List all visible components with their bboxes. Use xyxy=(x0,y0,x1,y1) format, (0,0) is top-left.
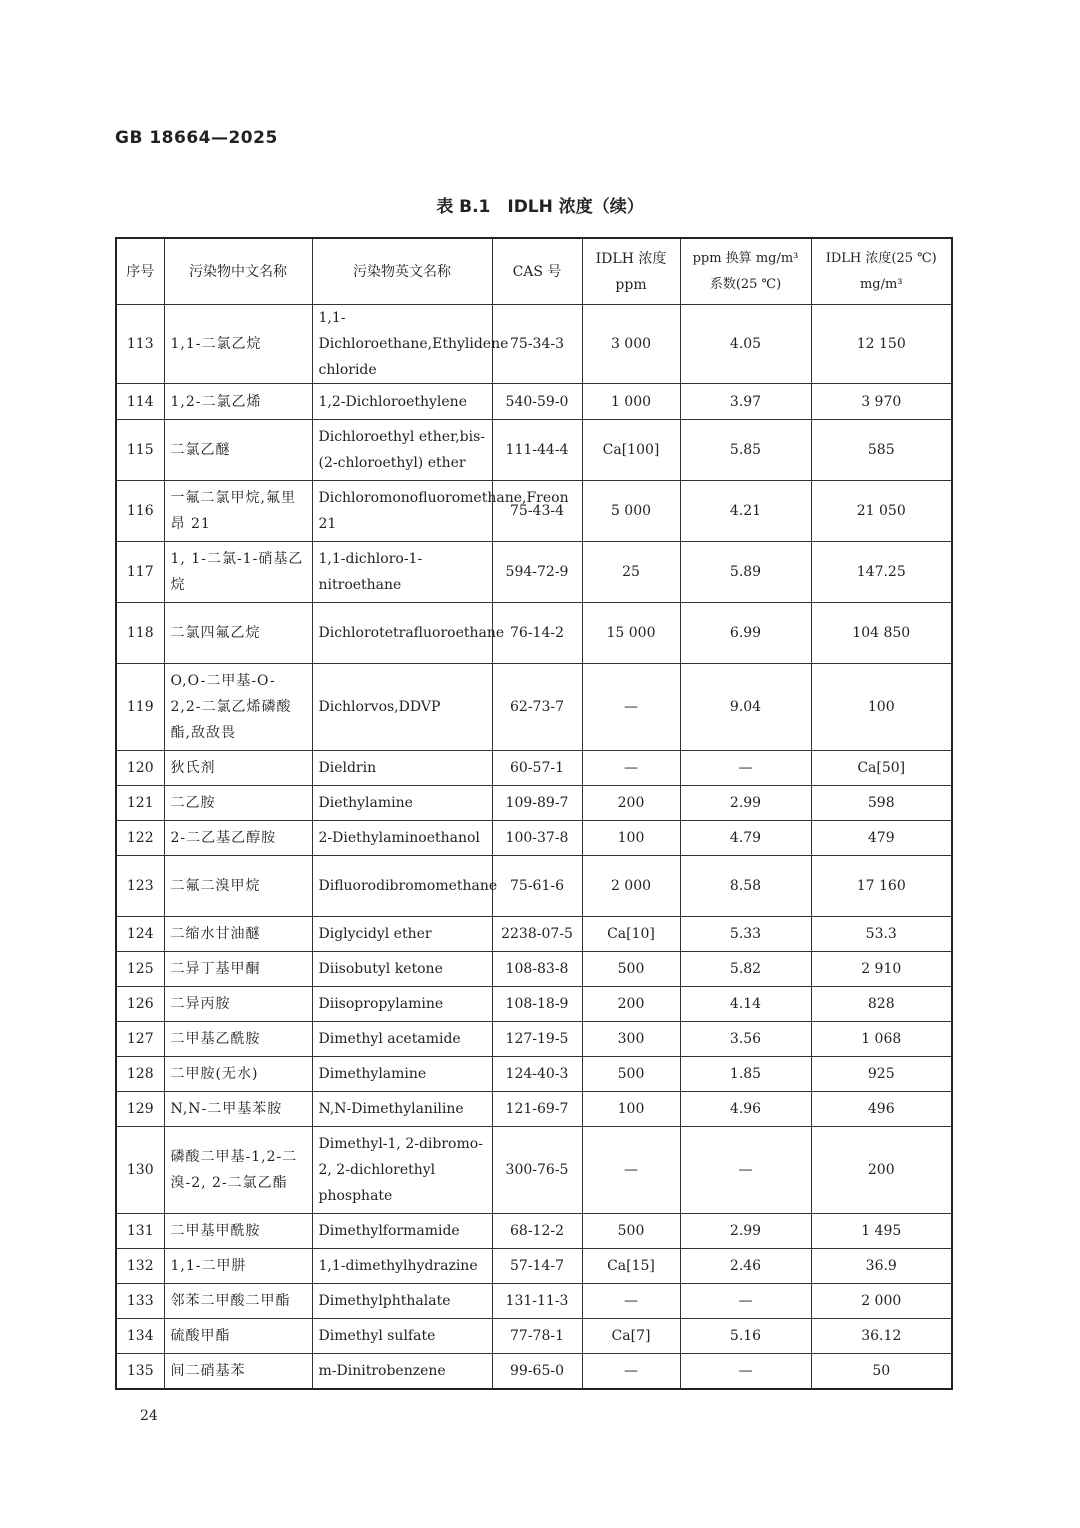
cell-en-name: 1,1-dimethylhydrazine xyxy=(312,1249,492,1284)
cell-cas: 127-19-5 xyxy=(492,1022,582,1057)
cell-en-name: 1,2-Dichloroethylene xyxy=(312,384,492,420)
cell-idlh-mg: 2 000 xyxy=(811,1284,952,1319)
page-number: 24 xyxy=(140,1408,158,1424)
table-row xyxy=(116,542,952,603)
cell-factor: 5.16 xyxy=(680,1319,811,1354)
cell-idlh-mg: 53.3 xyxy=(811,917,952,952)
col-header-idlh-mg-line2: mg/m³ xyxy=(859,276,903,292)
cell-idlh-mg: 598 xyxy=(811,786,952,821)
cell-en-name: 2-Diethylaminoethanol xyxy=(312,821,492,856)
cell-factor: 5.33 xyxy=(680,917,811,952)
cell-cn-name: 磷酸二甲基-1,2-二溴-2, 2-二氯乙酯 xyxy=(164,1127,312,1214)
col-header-idlh-ppm-line1: IDLH 浓度 xyxy=(595,250,667,267)
cell-en-name: N,N-Dimethylaniline xyxy=(312,1092,492,1127)
table-header-row xyxy=(116,238,952,305)
cell-en-name: m-Dinitrobenzene xyxy=(312,1354,492,1389)
cell-cas: 99-65-0 xyxy=(492,1354,582,1389)
cell-cn-name: 1, 1-二氯-1-硝基乙烷 xyxy=(164,542,312,603)
cell-factor: 3.97 xyxy=(680,384,811,420)
cell-idlh-mg: 1 068 xyxy=(811,1022,952,1057)
table-row xyxy=(116,952,952,987)
cell-cas: 62-73-7 xyxy=(492,664,582,751)
cell-idlh-mg: 36.12 xyxy=(811,1319,952,1354)
cell-en-name: Dieldrin xyxy=(312,751,492,786)
cell-idlh-ppm: — xyxy=(582,664,680,751)
cell-factor: — xyxy=(680,751,811,786)
table-row xyxy=(116,384,952,420)
cell-cn-name: 硫酸甲酯 xyxy=(164,1319,312,1354)
cell-factor: 4.79 xyxy=(680,821,811,856)
cell-cas: 68-12-2 xyxy=(492,1214,582,1249)
cell-idlh-mg: 147.25 xyxy=(811,542,952,603)
cell-en-name: Dichlorotetrafluoroethane xyxy=(312,603,492,664)
table-row xyxy=(116,664,952,751)
cell-no: 134 xyxy=(116,1319,164,1354)
cell-en-name: Difluorodibromomethane xyxy=(312,856,492,917)
col-header-cn-name: 污染物中文名称 xyxy=(164,238,312,305)
cell-no: 116 xyxy=(116,481,164,542)
cell-en-name: 1,1-Dichloroethane,Ethylidene chloride xyxy=(312,305,492,384)
cell-cas: 60-57-1 xyxy=(492,751,582,786)
table-row xyxy=(116,1092,952,1127)
cell-cn-name: 二氟二溴甲烷 xyxy=(164,856,312,917)
cell-idlh-mg: 12 150 xyxy=(811,305,952,384)
cell-cas: 108-18-9 xyxy=(492,987,582,1022)
cell-factor: 8.58 xyxy=(680,856,811,917)
table-title: 表 B.1 IDLH 浓度（续） xyxy=(436,197,644,217)
cell-cn-name: 二甲基乙酰胺 xyxy=(164,1022,312,1057)
cell-cn-name: 狄氏剂 xyxy=(164,751,312,786)
cell-no: 125 xyxy=(116,952,164,987)
cell-factor: 2.46 xyxy=(680,1249,811,1284)
cell-cas: 121-69-7 xyxy=(492,1092,582,1127)
cell-idlh-mg: 925 xyxy=(811,1057,952,1092)
cell-idlh-ppm: 500 xyxy=(582,952,680,987)
cell-factor: — xyxy=(680,1127,811,1214)
cell-en-name: Dimethylphthalate xyxy=(312,1284,492,1319)
cell-idlh-ppm: — xyxy=(582,751,680,786)
cell-en-name: Diglycidyl ether xyxy=(312,917,492,952)
cell-no: 130 xyxy=(116,1127,164,1214)
cell-no: 119 xyxy=(116,664,164,751)
cell-cn-name: 二缩水甘油醚 xyxy=(164,917,312,952)
cell-idlh-mg: Ca[50] xyxy=(811,751,952,786)
cell-idlh-mg: 200 xyxy=(811,1127,952,1214)
cell-factor: 4.05 xyxy=(680,305,811,384)
table-row xyxy=(116,856,952,917)
cell-idlh-ppm: Ca[7] xyxy=(582,1319,680,1354)
cell-factor: 4.14 xyxy=(680,987,811,1022)
cell-cas: 75-43-4 xyxy=(492,481,582,542)
cell-idlh-mg: 21 050 xyxy=(811,481,952,542)
cell-cas: 57-14-7 xyxy=(492,1249,582,1284)
standard-code: GB 18664—2025 xyxy=(115,128,278,148)
cell-idlh-ppm: 500 xyxy=(582,1214,680,1249)
cell-idlh-ppm: Ca[10] xyxy=(582,917,680,952)
cell-no: 120 xyxy=(116,751,164,786)
table-row xyxy=(116,603,952,664)
cell-idlh-mg: 104 850 xyxy=(811,603,952,664)
cell-factor: 2.99 xyxy=(680,786,811,821)
cell-idlh-ppm: 100 xyxy=(582,821,680,856)
col-header-idlh-ppm-line2: ppm xyxy=(615,276,647,293)
cell-no: 118 xyxy=(116,603,164,664)
cell-cn-name: 一氟二氯甲烷,氟里昂 21 xyxy=(164,481,312,542)
cell-factor: — xyxy=(680,1284,811,1319)
cell-cas: 594-72-9 xyxy=(492,542,582,603)
col-header-no: 序号 xyxy=(116,238,164,305)
cell-cn-name: O,O-二甲基-O-2,2-二氯乙烯磷酸酯,敌敌畏 xyxy=(164,664,312,751)
cell-idlh-mg: 1 495 xyxy=(811,1214,952,1249)
cell-cas: 108-83-8 xyxy=(492,952,582,987)
cell-cn-name: 二氯四氟乙烷 xyxy=(164,603,312,664)
cell-idlh-ppm: 300 xyxy=(582,1022,680,1057)
cell-cn-name: 二甲胺(无水) xyxy=(164,1057,312,1092)
cell-factor: 1.85 xyxy=(680,1057,811,1092)
cell-cn-name: 1,1-二氯乙烷 xyxy=(164,305,312,384)
cell-no: 121 xyxy=(116,786,164,821)
cell-idlh-ppm: Ca[15] xyxy=(582,1249,680,1284)
cell-factor: 4.21 xyxy=(680,481,811,542)
cell-idlh-ppm: 3 000 xyxy=(582,305,680,384)
cell-idlh-mg: 17 160 xyxy=(811,856,952,917)
cell-no: 122 xyxy=(116,821,164,856)
cell-idlh-ppm: 100 xyxy=(582,1092,680,1127)
cell-no: 127 xyxy=(116,1022,164,1057)
cell-no: 131 xyxy=(116,1214,164,1249)
cell-en-name: Dimethyl sulfate xyxy=(312,1319,492,1354)
cell-cn-name: 二乙胺 xyxy=(164,786,312,821)
table-row xyxy=(116,1057,952,1092)
cell-cas: 75-34-3 xyxy=(492,305,582,384)
cell-no: 135 xyxy=(116,1354,164,1389)
table-row xyxy=(116,917,952,952)
cell-cas: 100-37-8 xyxy=(492,821,582,856)
cell-idlh-mg: 3 970 xyxy=(811,384,952,420)
cell-no: 124 xyxy=(116,917,164,952)
cell-cn-name: N,N-二甲基苯胺 xyxy=(164,1092,312,1127)
cell-idlh-mg: 496 xyxy=(811,1092,952,1127)
table-row xyxy=(116,1354,952,1389)
cell-no: 117 xyxy=(116,542,164,603)
cell-factor: 2.99 xyxy=(680,1214,811,1249)
cell-cas: 540-59-0 xyxy=(492,384,582,420)
cell-en-name: Diisobutyl ketone xyxy=(312,952,492,987)
cell-factor: 4.96 xyxy=(680,1092,811,1127)
col-header-idlh-mg xyxy=(811,238,952,305)
cell-idlh-mg: 36.9 xyxy=(811,1249,952,1284)
cell-en-name: Dichloroethyl ether,bis-(2-chloroethyl) ether xyxy=(312,420,492,481)
cell-idlh-mg: 50 xyxy=(811,1354,952,1389)
table-row xyxy=(116,786,952,821)
cell-cn-name: 二氯乙醚 xyxy=(164,420,312,481)
table-row xyxy=(116,1319,952,1354)
cell-cn-name: 1,2-二氯乙烯 xyxy=(164,384,312,420)
col-header-en-name: 污染物英文名称 xyxy=(312,238,492,305)
table-row xyxy=(116,987,952,1022)
cell-cn-name: 2-二乙基乙醇胺 xyxy=(164,821,312,856)
cell-idlh-ppm: — xyxy=(582,1354,680,1389)
cell-factor: 6.99 xyxy=(680,603,811,664)
cell-factor: 9.04 xyxy=(680,664,811,751)
col-header-idlh-mg-line1: IDLH 浓度(25 ℃) xyxy=(825,250,937,266)
cell-idlh-ppm: — xyxy=(582,1284,680,1319)
table-row xyxy=(116,420,952,481)
cell-cas: 131-11-3 xyxy=(492,1284,582,1319)
table-row xyxy=(116,1284,952,1319)
cell-en-name: Dichloromonofluoromethane,Freon 21 xyxy=(312,481,492,542)
cell-cn-name: 二异丁基甲酮 xyxy=(164,952,312,987)
cell-idlh-ppm: 200 xyxy=(582,786,680,821)
cell-idlh-ppm: 1 000 xyxy=(582,384,680,420)
cell-idlh-mg: 585 xyxy=(811,420,952,481)
col-header-idlh-ppm xyxy=(582,238,680,305)
table-row xyxy=(116,481,952,542)
cell-idlh-ppm: — xyxy=(582,1127,680,1214)
col-header-factor xyxy=(680,238,811,305)
cell-idlh-ppm: 200 xyxy=(582,987,680,1022)
cell-idlh-ppm: 25 xyxy=(582,542,680,603)
cell-factor: 3.56 xyxy=(680,1022,811,1057)
cell-en-name: Dichlorvos,DDVP xyxy=(312,664,492,751)
cell-idlh-ppm: 15 000 xyxy=(582,603,680,664)
cell-cas: 77-78-1 xyxy=(492,1319,582,1354)
table-row xyxy=(116,1249,952,1284)
cell-cas: 75-61-6 xyxy=(492,856,582,917)
cell-no: 128 xyxy=(116,1057,164,1092)
cell-factor: 5.89 xyxy=(680,542,811,603)
cell-no: 132 xyxy=(116,1249,164,1284)
table-row xyxy=(116,1127,952,1214)
idlh-table xyxy=(115,237,953,1390)
cell-idlh-mg: 100 xyxy=(811,664,952,751)
cell-factor: 5.82 xyxy=(680,952,811,987)
cell-cas: 109-89-7 xyxy=(492,786,582,821)
table-body xyxy=(116,305,952,1389)
cell-en-name: Diethylamine xyxy=(312,786,492,821)
cell-cas: 76-14-2 xyxy=(492,603,582,664)
cell-cas: 111-44-4 xyxy=(492,420,582,481)
cell-en-name: Dimethylformamide xyxy=(312,1214,492,1249)
cell-no: 114 xyxy=(116,384,164,420)
cell-cn-name: 二异丙胺 xyxy=(164,987,312,1022)
cell-en-name: Dimethyl acetamide xyxy=(312,1022,492,1057)
cell-cn-name: 二甲基甲酰胺 xyxy=(164,1214,312,1249)
cell-idlh-mg: 479 xyxy=(811,821,952,856)
cell-no: 113 xyxy=(116,305,164,384)
cell-en-name: 1,1-dichloro-1-nitroethane xyxy=(312,542,492,603)
table-row xyxy=(116,305,952,384)
table-row xyxy=(116,1022,952,1057)
cell-en-name: Dimethyl-1, 2-dibromo-2, 2-dichlorethyl phosphate xyxy=(312,1127,492,1214)
col-header-factor-line2: 系数(25 ℃) xyxy=(709,276,782,292)
cell-cn-name: 间二硝基苯 xyxy=(164,1354,312,1389)
cell-idlh-mg: 828 xyxy=(811,987,952,1022)
cell-cas: 2238-07-5 xyxy=(492,917,582,952)
cell-no: 129 xyxy=(116,1092,164,1127)
cell-cas: 300-76-5 xyxy=(492,1127,582,1214)
cell-cas: 124-40-3 xyxy=(492,1057,582,1092)
col-header-cas: CAS 号 xyxy=(492,238,582,305)
col-header-factor-line1: ppm 换算 mg/m³ xyxy=(692,250,799,266)
cell-idlh-mg: 2 910 xyxy=(811,952,952,987)
cell-cn-name: 1,1-二甲肼 xyxy=(164,1249,312,1284)
cell-idlh-ppm: 5 000 xyxy=(582,481,680,542)
cell-idlh-ppm: 2 000 xyxy=(582,856,680,917)
table-row xyxy=(116,1214,952,1249)
cell-no: 123 xyxy=(116,856,164,917)
cell-factor: 5.85 xyxy=(680,420,811,481)
cell-no: 115 xyxy=(116,420,164,481)
cell-idlh-ppm: Ca[100] xyxy=(582,420,680,481)
cell-no: 126 xyxy=(116,987,164,1022)
table-row xyxy=(116,751,952,786)
cell-en-name: Dimethylamine xyxy=(312,1057,492,1092)
cell-en-name: Diisopropylamine xyxy=(312,987,492,1022)
cell-no: 133 xyxy=(116,1284,164,1319)
table-row xyxy=(116,821,952,856)
cell-factor: — xyxy=(680,1354,811,1389)
cell-idlh-ppm: 500 xyxy=(582,1057,680,1092)
cell-cn-name: 邻苯二甲酸二甲酯 xyxy=(164,1284,312,1319)
